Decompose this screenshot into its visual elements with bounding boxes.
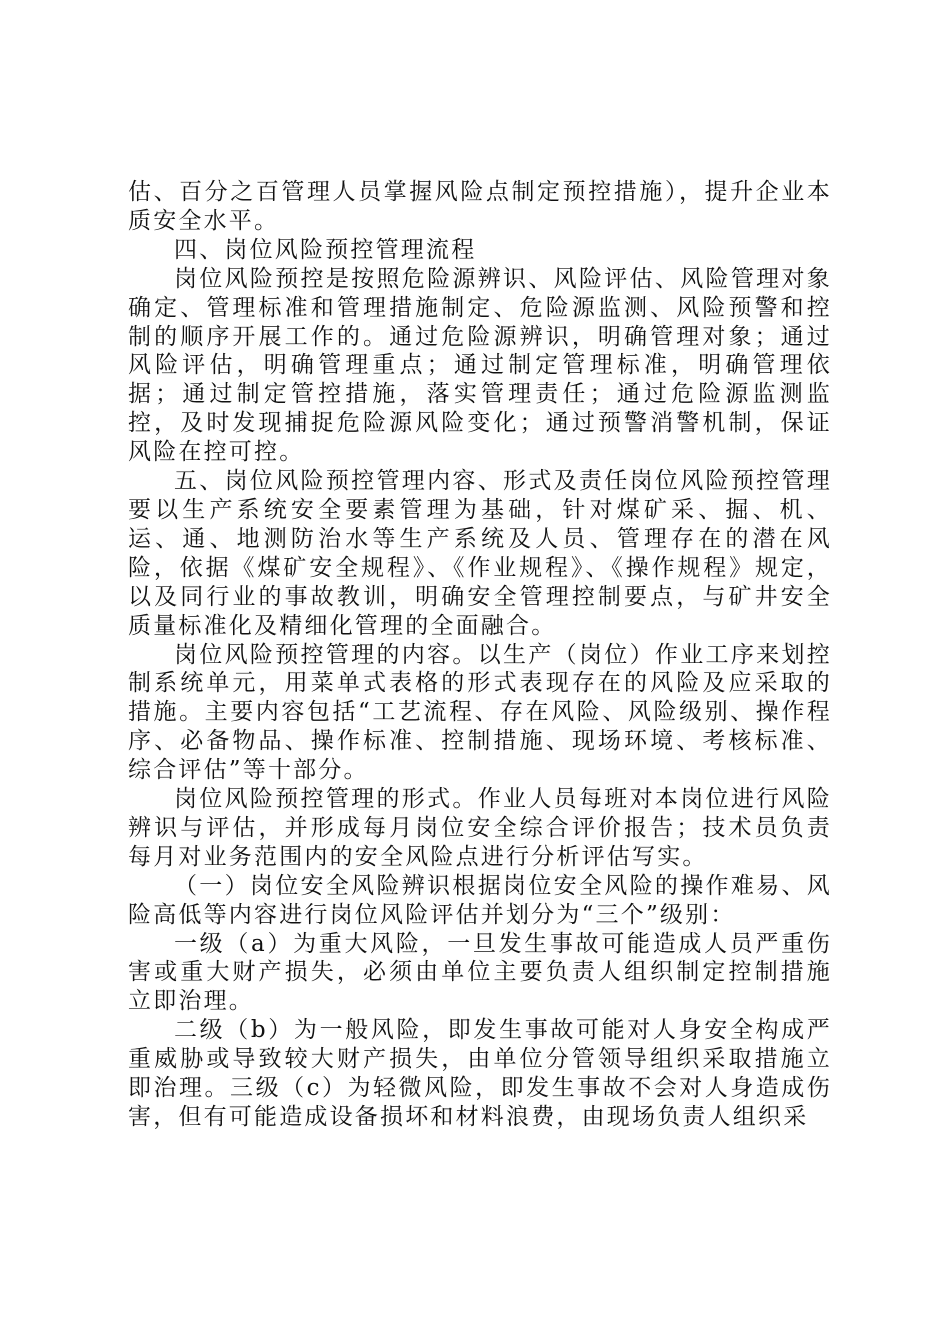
paragraph: 岗位风险预控管理的内容。以生产（岗位）作业工序来划控制系统单元，用菜单式表格的形式表现存在的风险及应采取的措施。主要内容包括“工艺流程、存在风险、风险级别、操作程序、必备物品、操作标准、控制措施、现场环境、考核标准、综合评估”等十部分。 [128,641,832,784]
section-heading-5-paragraph: 五、岗位风险预控管理内容、形式及责任岗位风险预控管理要以生产系统安全要素管理为基础，针对煤矿采、掘、机、运、通、地测防治水等生产系统及人员、管理存在的潜在风险，依据《煤矿安全规程》、《作业规程》、《操作规程》规定，以及同行业的事故教训，明确安全管理控制要点，与矿井安全质量标准化及精细化管理的全面融合。 [128,468,832,639]
paragraph: 岗位风险预控管理的形式。作业人员每班对本岗位进行风险辨识与评估，并形成每月岗位安全综合评价报告；技术员负责每月对业务范围内的安全风险点进行分析评估写实。 [128,786,832,870]
paragraph: 岗位风险预控是按照危险源辨识、风险评估、风险管理对象确定、管理标准和管理措施制定、危险源监测、风险预警和控制的顺序开展工作的。通过危险源辨识，明确管理对象；通过风险评估，明确管理重点；通过制定管理标准，明确管理依据；通过制定管控措施，落实管理责任；通过危险源监测监控，及时发现捕捉危险源风险变化；通过预警消警机制，保证风险在控可控。 [128,265,832,466]
paragraph-continuation: 估、百分之百管理人员掌握风险点制定预控措施），提升企业本质安全水平。 [128,179,832,234]
subsection-paragraph: （一）岗位安全风险辨识根据岗位安全风险的操作难易、风险高低等内容进行岗位风险评估并划分为“三个”级别： [128,872,832,928]
paragraph: 一级（a）为重大风险，一旦发生事故可能造成人员严重伤害或重大财产损失，必须由单位主要负责人组织制定控制措施立即治理。 [128,930,832,1015]
section-heading-4: 四、岗位风险预控管理流程 [174,236,477,263]
document-body [128,178,832,1132]
paragraph: 二级（b）为一般风险，即发生事故可能对人身安全构成严重威胁或导致较大财产损失，由单位分管领导组织采取措施立即治理。三级（c）为轻微风险，即发生事故不会对人身造成伤害，但有可能造成设备损坏和材料浪费，由现场负责人组织采 [128,1017,832,1130]
